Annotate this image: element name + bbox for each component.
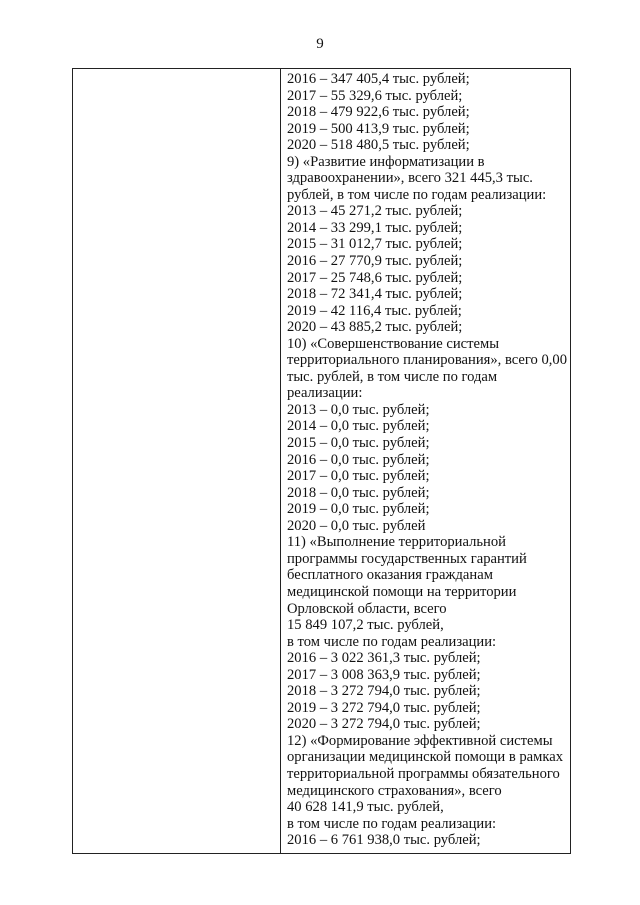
text-line: 9) «Развитие информатизации в xyxy=(287,153,485,170)
text-line: территориальной программы обязательного xyxy=(287,765,560,782)
text-line: 2018 – 72 341,4 тыс. рублей; xyxy=(287,286,463,303)
text-line: 2016 – 347 405,4 тыс. рублей; xyxy=(287,71,470,87)
text-line: организации медицинской помощи в рамках xyxy=(287,749,564,766)
text-line: 11) «Выполнение территориальной xyxy=(287,534,506,551)
text-line: Орловской области, всего xyxy=(287,600,447,617)
text-line: 2013 – 0,0 тыс. рублей; xyxy=(287,401,430,418)
text-line: 2016 – 0,0 тыс. рублей; xyxy=(287,451,430,468)
text-line: 2015 – 0,0 тыс. рублей; xyxy=(287,435,430,452)
text-line: 2018 – 479 922,6 тыс. рублей; xyxy=(287,104,470,121)
text-line: бесплатного оказания гражданам xyxy=(287,567,493,584)
table-right-cell xyxy=(281,69,570,853)
text-line: программы государственных гарантий xyxy=(287,550,527,567)
text-line: 2017 – 25 748,6 тыс. рублей; xyxy=(287,269,463,286)
text-line: 2018 – 3 272 794,0 тыс. рублей; xyxy=(287,683,481,700)
text-line: медицинской помощи на территории xyxy=(287,583,517,600)
text-line: в том числе по годам реализации: xyxy=(287,815,497,832)
text-line: 2016 – 3 022 361,3 тыс. рублей; xyxy=(287,650,481,667)
text-line: здравоохранении», всего 321 445,3 тыс. xyxy=(287,170,533,187)
text-line: территориального планирования», всего 0,00 xyxy=(287,352,567,369)
text-line: 2020 – 0,0 тыс. рублей xyxy=(287,517,426,534)
document-table xyxy=(72,68,571,854)
text-line: 15 849 107,2 тыс. рублей, xyxy=(287,617,444,634)
text-line: 2014 – 33 299,1 тыс. рублей; xyxy=(287,219,463,236)
text-line: 12) «Формирование эффективной системы xyxy=(287,732,553,749)
text-line: рублей, в том числе по годам реализации: xyxy=(287,186,547,203)
text-line: 2017 – 55 329,6 тыс. рублей; xyxy=(287,87,463,104)
text-line: 2020 – 43 885,2 тыс. рублей; xyxy=(287,319,463,336)
text-line: 2016 – 6 761 938,0 тыс. рублей; xyxy=(287,832,481,849)
text-line: 2014 – 0,0 тыс. рублей; xyxy=(287,418,430,435)
text-line: 2018 – 0,0 тыс. рублей; xyxy=(287,484,430,501)
text-line: 2013 – 45 271,2 тыс. рублей; xyxy=(287,203,463,220)
text-line: реализации: xyxy=(287,385,363,402)
text-line: в том числе по годам реализации: xyxy=(287,633,497,650)
text-line: 2017 – 0,0 тыс. рублей; xyxy=(287,468,430,485)
text-line: 2019 – 42 116,4 тыс. рублей; xyxy=(287,302,462,319)
text-line: 40 628 141,9 тыс. рублей, xyxy=(287,799,444,816)
text-line: 2020 – 518 480,5 тыс. рублей; xyxy=(287,137,470,154)
text-line: 2019 – 500 413,9 тыс. рублей; xyxy=(287,120,470,137)
text-line: 2019 – 0,0 тыс. рублей; xyxy=(287,501,430,518)
text-line: 2019 – 3 272 794,0 тыс. рублей; xyxy=(287,699,481,716)
text-line: медицинского страхования», всего xyxy=(287,782,502,799)
table-left-cell xyxy=(73,69,281,853)
page-number: 9 xyxy=(316,36,324,52)
text-line: 2020 – 3 272 794,0 тыс. рублей; xyxy=(287,716,481,733)
text-line: 2017 – 3 008 363,9 тыс. рублей; xyxy=(287,666,481,683)
text-line: 2015 – 31 012,7 тыс. рублей; xyxy=(287,236,463,253)
text-line: 10) «Совершенствование системы xyxy=(287,335,500,352)
text-line: 2016 – 27 770,9 тыс. рублей; xyxy=(287,253,463,270)
text-line: тыс. рублей, в том числе по годам xyxy=(287,368,498,385)
